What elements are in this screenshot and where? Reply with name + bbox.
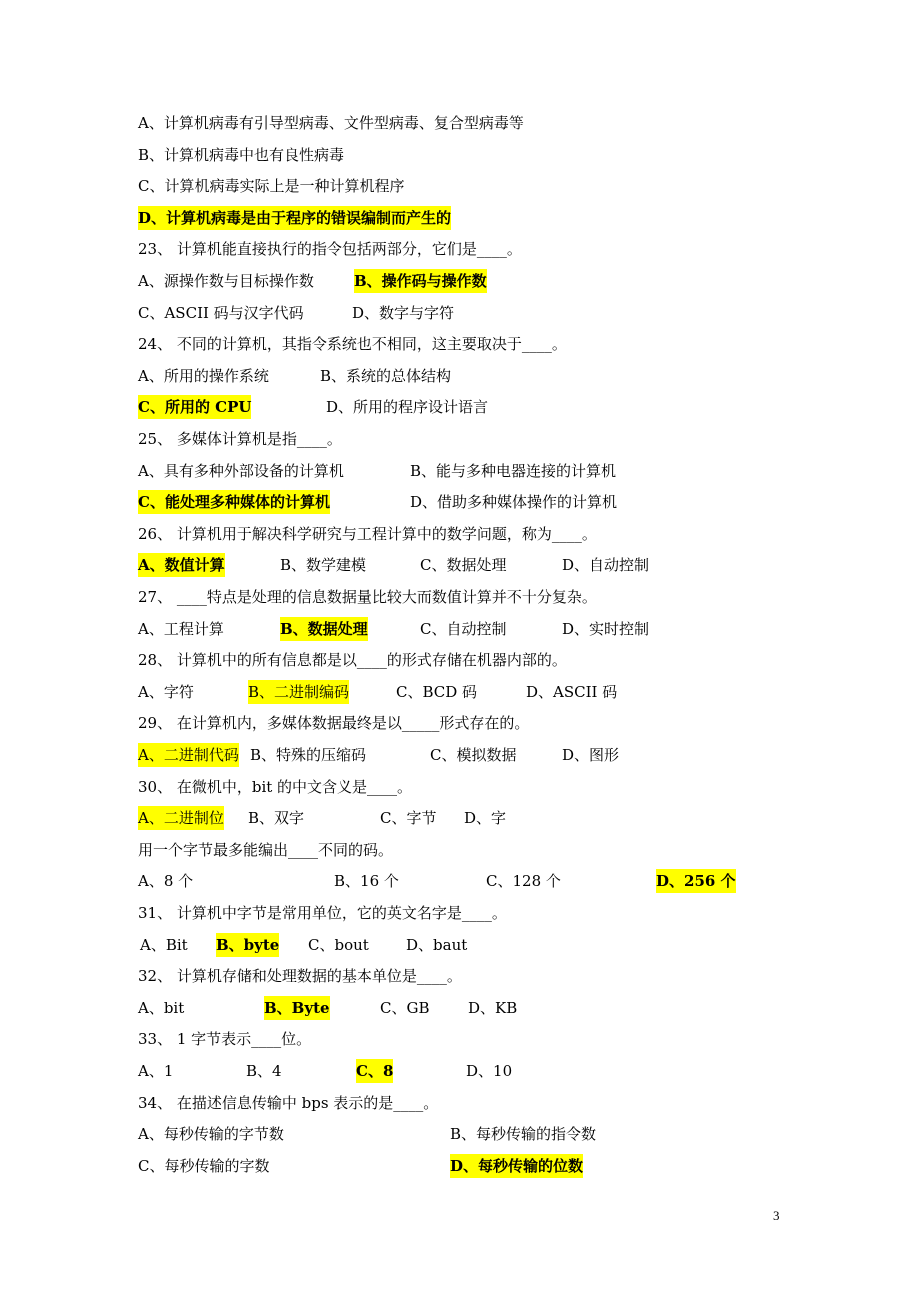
question-text: 23、 计算机能直接执行的指令包括两部分，它们是____。 [138, 240, 522, 258]
answer-option: A、工程计算 [138, 620, 224, 638]
answer-option: D、所用的程序设计语言 [326, 398, 489, 416]
answer-option: A、所用的操作系统 [138, 367, 269, 385]
question-text: 33、 1 字节表示____位。 [138, 1030, 312, 1048]
answer-option: D、实时控制 [562, 620, 650, 638]
answer-option: D、自动控制 [562, 556, 650, 574]
answer-option: B、特殊的压缩码 [250, 746, 367, 764]
answer-option: C、128 个 [486, 872, 561, 890]
question-text: 25、 多媒体计算机是指____。 [138, 430, 342, 448]
question-text: 24、 不同的计算机，其指令系统也不相同，这主要取决于____。 [138, 335, 567, 353]
answer-option: A、每秒传输的字节数 [138, 1125, 284, 1143]
answer-option: C、ASCII 码与汉字代码 [138, 304, 304, 322]
question-text: B、计算机病毒中也有良性病毒 [138, 146, 345, 164]
answer-option: D、KB [468, 999, 518, 1017]
answer-option: C、bout [308, 936, 369, 954]
answer-option: B、系统的总体结构 [320, 367, 452, 385]
answer-option: D、图形 [562, 746, 620, 764]
answer-option: A、Bit [140, 936, 188, 954]
answer-option: D、baut [406, 936, 468, 954]
answer-option: A、源操作数与目标操作数 [138, 272, 314, 290]
answer-option-highlighted: C、所用的 CPU [138, 395, 251, 419]
answer-option-highlighted: D、计算机病毒是由于程序的错误编制而产生的 [138, 206, 451, 230]
answer-option: D、字 [464, 809, 507, 827]
question-text: 26、 计算机用于解决科学研究与工程计算中的数学问题，称为____。 [138, 525, 597, 543]
answer-option-highlighted: C、能处理多种媒体的计算机 [138, 490, 330, 514]
answer-option: A、bit [138, 999, 185, 1017]
answer-option: C、BCD 码 [396, 683, 478, 701]
answer-option: C、GB [380, 999, 430, 1017]
answer-option: A、1 [138, 1062, 174, 1080]
question-text: 30、 在微机中，bit 的中文含义是____。 [138, 778, 413, 796]
question-text: 34、 在描述信息传输中 bps 表示的是____。 [138, 1094, 439, 1112]
answer-option-highlighted: B、数据处理 [280, 617, 368, 641]
answer-option: A、字符 [138, 683, 194, 701]
answer-option-highlighted: B、Byte [264, 996, 330, 1020]
answer-option-highlighted: D、256 个 [656, 869, 736, 893]
answer-option: D、10 [466, 1062, 513, 1080]
answer-option: B、16 个 [334, 872, 399, 890]
answer-option: A、8 个 [138, 872, 194, 890]
page-number: 3 [773, 1208, 780, 1223]
answer-option: B、每秒传输的指令数 [450, 1125, 597, 1143]
answer-option-highlighted: D、每秒传输的位数 [450, 1154, 583, 1178]
answer-option: C、每秒传输的字数 [138, 1157, 270, 1175]
question-text: C、计算机病毒实际上是一种计算机程序 [138, 177, 405, 195]
answer-option: A、具有多种外部设备的计算机 [138, 462, 344, 480]
answer-option: B、能与多种电器连接的计算机 [410, 462, 617, 480]
question-text: 29、 在计算机内，多媒体数据最终是以_____形式存在的。 [138, 714, 530, 732]
answer-option: B、数学建模 [280, 556, 367, 574]
answer-option-highlighted: A、数值计算 [138, 553, 225, 577]
answer-option-highlighted: A、二进制位 [138, 806, 224, 830]
question-text: 27、 ____特点是处理的信息数据量比较大而数值计算并不十分复杂。 [138, 588, 597, 606]
answer-option: C、字节 [380, 809, 437, 827]
answer-option: D、ASCII 码 [526, 683, 618, 701]
answer-option-highlighted: B、操作码与操作数 [354, 269, 487, 293]
answer-option-highlighted: A、二进制代码 [138, 743, 239, 767]
answer-option: C、模拟数据 [430, 746, 517, 764]
answer-option: C、数据处理 [420, 556, 507, 574]
answer-option: D、借助多种媒体操作的计算机 [410, 493, 618, 511]
answer-option-highlighted: B、二进制编码 [248, 680, 349, 704]
question-text: 用一个字节最多能编出____不同的码。 [138, 841, 394, 859]
answer-option-highlighted: C、8 [356, 1059, 393, 1083]
question-text: A、计算机病毒有引导型病毒、文件型病毒、复合型病毒等 [138, 114, 524, 132]
answer-option: B、4 [246, 1062, 282, 1080]
answer-option-highlighted: B、byte [216, 933, 279, 957]
question-text: 32、 计算机存储和处理数据的基本单位是____。 [138, 967, 462, 985]
answer-option: D、数字与字符 [352, 304, 455, 322]
answer-option: C、自动控制 [420, 620, 507, 638]
answer-option: B、双字 [248, 809, 305, 827]
question-text: 28、 计算机中的所有信息都是以____的形式存储在机器内部的。 [138, 651, 567, 669]
question-text: 31、 计算机中字节是常用单位，它的英文名字是____。 [138, 904, 507, 922]
